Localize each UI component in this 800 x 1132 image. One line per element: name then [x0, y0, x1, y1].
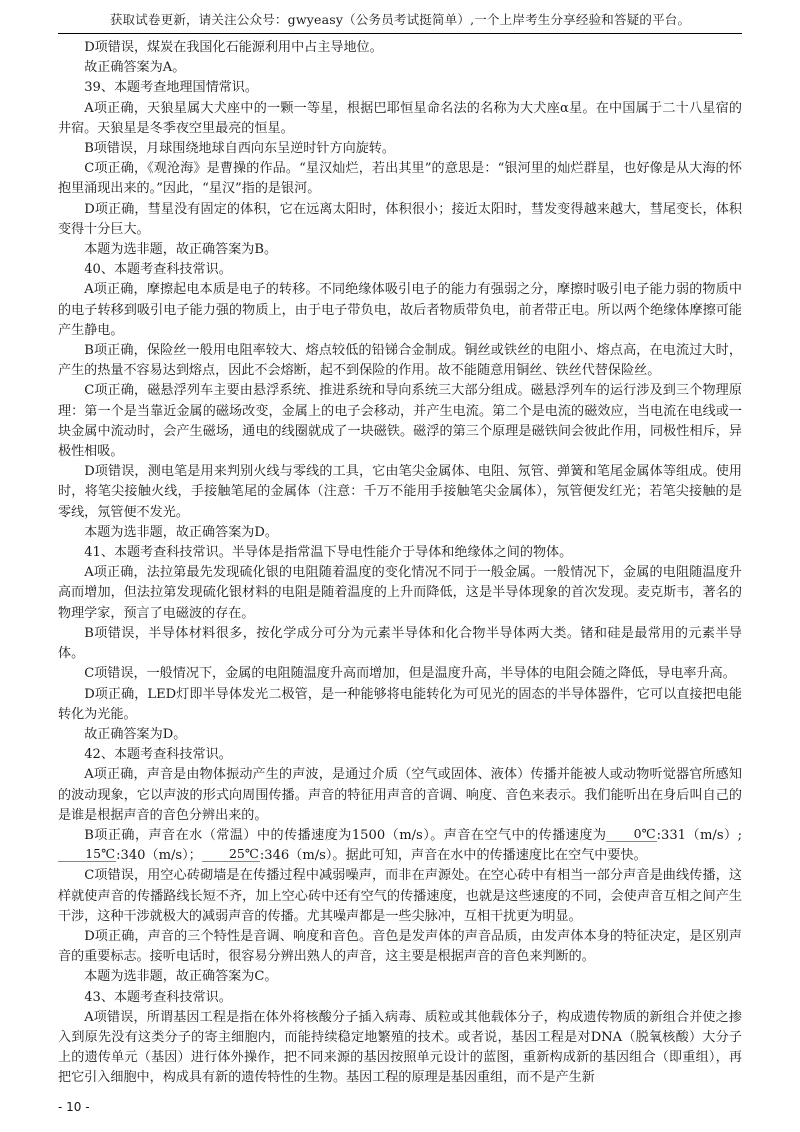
- temperature-15c: 15℃: [58, 847, 116, 862]
- question-heading: 40、本题考查科技常识。: [84, 262, 232, 278]
- paragraph: D项正确，彗星没有固定的体积，它在远离太阳时，体积很小；接近太阳时，彗发变得越来越大，彗尾变长，体积变得十分巨大。: [58, 201, 742, 237]
- speed-text-1: B项正确，声音在水（常温）中的传播速度为1500（m/s）。声音在空气中的传播速度为: [84, 827, 607, 843]
- paragraph: C项错误，用空心砖砌墙是在传播过程中减弱噪声，而非在声源处。在空心砖中有相当一部分声音是曲线传播，这样就使声音的传播路线长短不齐，加上空心砖中还有空气的传播速度，也就是这些速度的不同，会使声音互相之间产生干涉，这种干涉就极大的减弱声音的传播。尤其噪声都是一些尖脉冲，互相干扰更为明显。: [58, 868, 742, 924]
- speed-paragraph: [58, 826, 742, 866]
- document-body: [58, 38, 742, 1089]
- page-header-banner: 获取试卷更新，请关注公众号：gwyeasy（公务员考试挺简单）,一个上岸考生分享经验和答疑的平台。: [109, 12, 691, 27]
- temperature-25c: 25℃: [202, 847, 260, 862]
- paragraph: 本题为选非题，故正确答案为D。: [84, 524, 278, 540]
- paragraph: A项错误，所谓基因工程是指在体外将核酸分子插入病毒、质粒或其他载体分子，构成遗传物质的新组合并使之掺入到原先没有这类分子的寄主细胞内，而能持续稳定地繁殖的技术。或者说，基因工程是对DNA（脱氧核酸）大分子上的遗传单元（基因）进行体外操作，把不同来源的基因按照单元设计的蓝图，重新构成新的基因组合（即重组），再把它引入细胞中，构成具有新的遗传特性的生物。基因工程的原理是基因重组，而不是产生新: [58, 1009, 742, 1086]
- paragraph: A项正确，声音是由物体振动产生的声波，是通过介质（空气或固体、液体）传播并能被人或动物听觉器官所感知的波动现象，它以声波的形式向周围传播。声音的特征用声音的音调、响度、音色来表示。我们能听出在身后叫自己的是谁是根据声音的音色分辨出来的。: [58, 767, 742, 823]
- page-number: - 10 -: [58, 1100, 90, 1114]
- paragraph: D项正确，声音的三个特性是音调、响度和音色。音色是发声体的声音品质，由发声体本身的特征决定，是区别声音的重要标志。接听电话时，很容易分辨出熟人的声音，这主要是根据声音的音色来判断的。: [58, 928, 742, 965]
- temperature-0c: 0℃: [606, 827, 656, 842]
- paragraph: C项正确，《观沧海》是曹操的作品。“星汉灿烂，若出其里”的意思是：“银河里的灿烂群星，也好像是从大海的怀抱里涌现出来的。”因此，“星汉”指的是银河。: [58, 161, 742, 197]
- paragraph: 本题为选非题，故正确答案为C。: [84, 969, 278, 985]
- question-heading: 42、本题考查科技常识。: [84, 747, 232, 763]
- paragraph: D项错误，煤炭在我国化石能源利用中占主导地位。: [84, 40, 383, 55]
- paragraph: A项正确，法拉第最先发现硫化银的电阻随着温度的变化情况不同于一般金属。一般情况下，金属的电阻随温度升高而增加，但法拉第发现硫化银材料的电阻是随着温度的上升而降低，这是半导体现象的首次发现。麦克斯韦，著名的物理学家，预言了电磁波的存在。: [58, 565, 742, 621]
- question-heading: 41、本题考查科技常识。半导体是指常温下导电性能介于导体和绝缘体之间的物体。: [84, 545, 573, 561]
- paragraph: C项正确，磁悬浮列车主要由悬浮系统、推进系统和导向系统三大部分组成。磁悬浮列车的运行涉及到三个物理原理：第一个是当靠近金属的磁场改变，金属上的电子会移动，并产生电流。第二个是电流的磁效应，当电流在电线或一块金属中流动时，会产生磁场，通电的线圈就成了一块磁铁。磁浮的第三个原理是磁铁间会彼此作用，同极性相斥，异极性相吸。: [58, 383, 742, 460]
- question-heading: 39、本题考查地理国情常识。: [84, 80, 258, 96]
- paragraph: C项错误，一般情况下，金属的电阻随温度升高而增加，但是温度升高，半导体的电阻会随之降低，导电率升高。: [84, 666, 736, 682]
- paragraph: D项正确，LED灯即半导体发光二极管，是一种能够将电能转化为可见光的固态的半导体器件，它可以直接把电能转化为光能。: [58, 686, 742, 722]
- paragraph: A项正确，摩擦起电本质是电子的转移。不同绝缘体吸引电子的能力有强弱之分，摩擦时吸引电子能力弱的物质中的电子转移到吸引电子能力强的物质上，由于电子带负电，故后者物质带负电，前者带正电。所以两个绝缘体摩擦可能产生静电。: [58, 282, 742, 338]
- paragraph: B项错误，半导体材料很多，按化学成分可分为元素半导体和化合物半导体两大类。锗和硅是最常用的元素半导体。: [58, 625, 742, 662]
- paragraph: B项正确，保险丝一般用电阻率较大、熔点较低的铅锑合金制成。铜丝或铁丝的电阻小、熔点高，在电流过大时，产生的热量不容易达到熔点，因此不会熔断，起不到保险的作用。故不能随意用铜丝、铁丝代替保险丝。: [58, 343, 742, 379]
- paragraph: 本题为选非题，故正确答案为B。: [84, 242, 278, 258]
- paragraph: A项正确，天狼星属大犬座中的一颗一等星，根据巴耶恒星命名法的名称为大犬座α星。在中国属于二十八星宿的井宿。天狼星是冬季夜空里最亮的恒星。: [58, 100, 742, 136]
- speed-text-2: :331（m/s）;: [656, 827, 742, 843]
- question-heading: 43、本题考查科技常识。: [84, 989, 232, 1005]
- header-divider: [58, 33, 742, 34]
- speed-text-3: :340（m/s）；: [116, 848, 202, 864]
- paragraph: 故正确答案为A。: [84, 60, 186, 76]
- paragraph: B项错误，月球围绕地球自西向东呈逆时针方向旋转。: [84, 141, 395, 157]
- speed-text-4: :346（m/s）。据此可知，声音在水中的传播速度比在空气中要快。: [259, 848, 647, 864]
- paragraph: D项错误，测电笔是用来判别火线与零线的工具，它由笔尖金属体、电阻、氖管、弹簧和笔尾金属体等组成。使用时，将笔尖接触火线，手接触笔尾的金属体（注意：千万不能用手接触笔尖金属体），氖管便发红光；若笔尖接触的是零线，氖管便不发光。: [58, 464, 742, 520]
- paragraph: 故正确答案为D。: [84, 726, 187, 742]
